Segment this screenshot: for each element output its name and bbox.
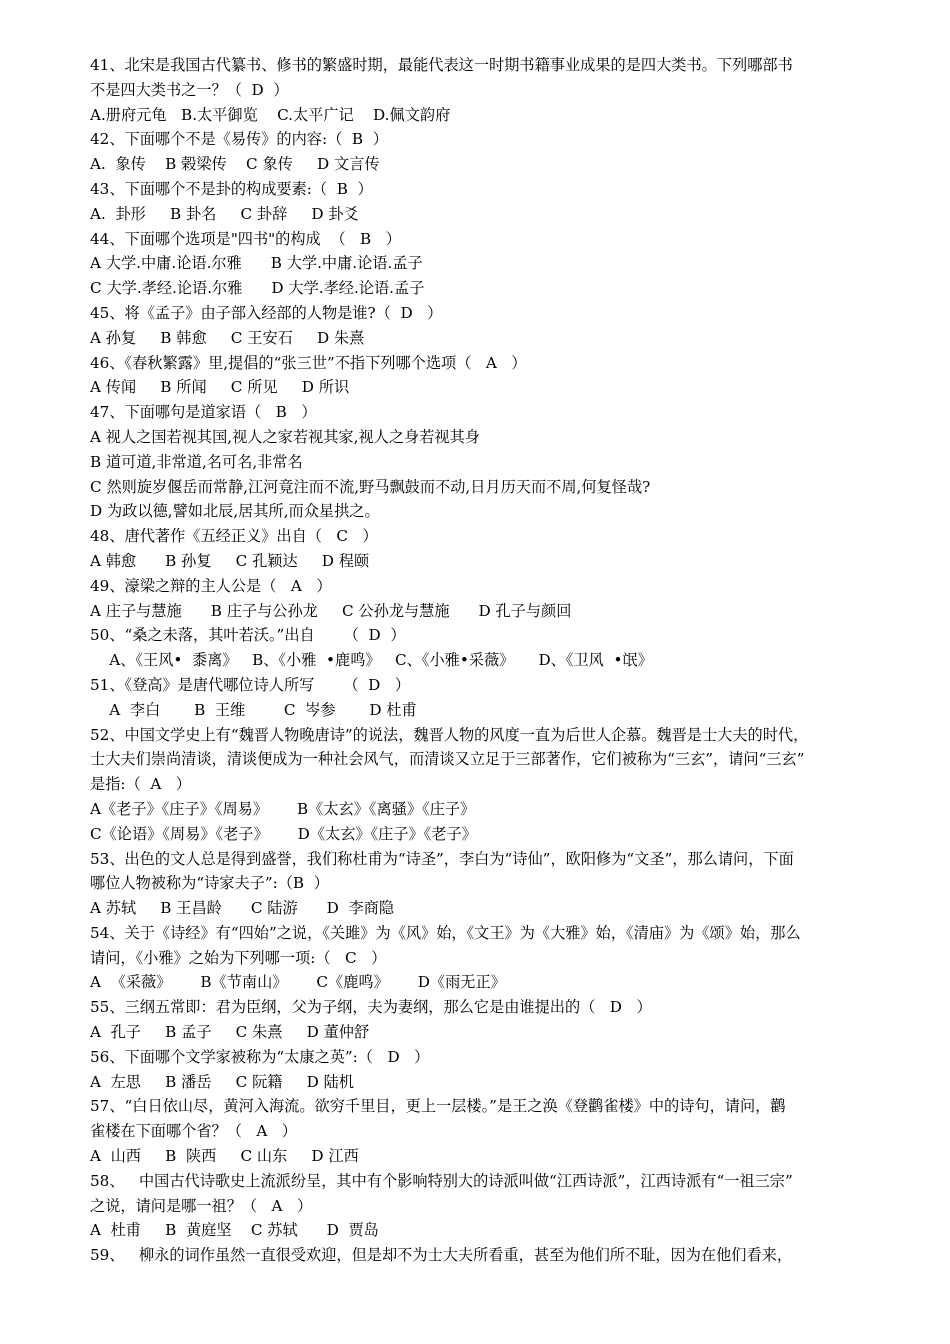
text-line: 59、 柳永的词作虽然一直很受欢迎，但是却不为士大夫所看重，甚至为他们所不耻，因为在他们看来，	[90, 1246, 793, 1265]
text-line: 48、唐代著作《五经正义》出自（ C ）	[90, 527, 378, 546]
text-line: 43、下面哪个不是卦的构成要素:（ B ）	[90, 179, 373, 198]
text-line: A 左思 B 潘岳 C 阮籍 D 陆机	[90, 1072, 354, 1091]
text-line: 55、三纲五常即：君为臣纲，父为子纲，夫为妻纲，那么它是由谁提出的（ D ）	[90, 998, 652, 1017]
text-line: A 庄子与慧施 B 庄子与公孙龙 C 公孙龙与慧施 D 孔子与颜回	[90, 601, 572, 620]
text-line: 雀楼在下面哪个省？（ A ）	[90, 1122, 297, 1141]
text-line: 不是四大类书之一？（ D ）	[90, 80, 289, 99]
text-line: C 大学.孝经.论语.尔雅 D 大学.孝经.论语.孟子	[90, 279, 425, 298]
text-line: A 《采薇》 B《节南山》 C《鹿鸣》 D《雨无正》	[90, 973, 506, 992]
text-line: 58、 中国古代诗歌史上流派纷呈，其中有个影响特别大的诗派叫做“江西诗派”，江西诗派有“一祖三宗”	[90, 1171, 793, 1190]
text-line: A.册府元龟 B.太平御览 C.太平广记 D.佩文韵府	[90, 105, 451, 124]
text-line: 49、濠梁之辩的主人公是（ A ）	[90, 576, 332, 595]
text-line: 52、中国文学史上有“魏晋人物晚唐诗”的说法，魏晋人物的风度一直为后世人企慕。魏晋是士大夫的时代，	[90, 725, 809, 744]
text-line: A. 卦形 B 卦名 C 卦辞 D 卦爻	[90, 204, 359, 223]
text-line: 46、《春秋繁露》里,提倡的“张三世”不指下列哪个选项（ A ）	[90, 353, 527, 372]
text-line: 50、“桑之未落，其叶若沃。”出自 （ D ）	[90, 626, 406, 645]
text-line: D 为政以德,譬如北辰,居其所,而众星拱之。	[90, 502, 380, 521]
text-line: 57、“白日依山尽，黄河入海流。欲穷千里目，更上一层楼。”是王之涣《登鹳雀楼》中的诗句，请问，鹳	[90, 1097, 786, 1116]
text-line: 42、下面哪个不是《易传》的内容:（ B ）	[90, 130, 388, 149]
text-line: C 然则旋岁偃岳而常静,江河竟注而不流,野马飘鼓而不动,日月历天而不周,何复怪哉?	[90, 477, 651, 496]
text-line: 之说，请问是哪一祖？（ A ）	[90, 1196, 313, 1215]
text-line: A 韩愈 B 孙复 C 孔颖达 D 程颐	[90, 551, 370, 570]
text-line: A 李白 B 王维 C 岑参 D 杜甫	[90, 700, 417, 719]
text-line: 47、下面哪句是道家语（ B ）	[90, 403, 317, 422]
text-line: A 苏轼 B 王昌龄 C 陆游 D 李商隐	[90, 899, 395, 918]
document-body	[90, 53, 868, 1268]
text-line: A 孙复 B 韩愈 C 王安石 D 朱熹	[90, 328, 365, 347]
text-line: 53、出色的文人总是得到盛誉，我们称杜甫为“诗圣”，李白为“诗仙”，欧阳修为“文圣”，那么请问，下面	[90, 849, 794, 868]
text-line: 是指:（ A ）	[90, 775, 191, 794]
text-line: A 孔子 B 孟子 C 朱熹 D 董仲舒	[90, 1023, 370, 1042]
text-line: 41、北宋是我国古代纂书、修书的繁盛时期，最能代表这一时期书籍事业成果的是四大类书。下列哪部书	[90, 56, 793, 74]
text-line: 44、下面哪个选项是"四书"的构成 （ B ）	[90, 229, 401, 248]
text-line: 51、《登高》是唐代哪位诗人所写 （ D ）	[90, 675, 411, 694]
text-line: 56、下面哪个文学家被称为“太康之英”:（ D ）	[90, 1047, 430, 1066]
text-line: 士大夫们崇尚清谈，清谈便成为一种社会风气，而清谈又立足于三部著作，它们被称为“三玄”，请问“三玄”	[90, 750, 805, 769]
text-line: A. 象传 B 榖梁传 C 象传 D 文言传	[90, 155, 380, 174]
text-line: A 大学.中庸.论语.尔雅 B 大学.中庸.论语.孟子	[90, 254, 423, 273]
text-line: 请问，《小雅》之始为下列哪一项:（ C ）	[90, 948, 387, 967]
text-line: A、《王风• 黍离》 B、《小雅 •鹿鸣》 C、《小雅•采薇》 D、《卫风 •氓》	[90, 651, 653, 670]
text-line: A 视人之国若视其国,视人之家若视其家,视人之身若视其身	[90, 427, 480, 446]
text-line: C《论语》《周易》《老子》 D《太玄》《庄子》《老子》	[90, 824, 477, 843]
text-line: 哪位人物被称为“诗家夫子”:（B ）	[90, 874, 329, 893]
text-line: A 传闻 B 所闻 C 所见 D 所识	[90, 378, 350, 397]
text-line: 45、将《孟子》由子部入经部的人物是谁?（ D ）	[90, 303, 443, 322]
text-line: A《老子》《庄子》《周易》 B《太玄》《离骚》《庄子》	[90, 799, 476, 818]
text-line: B 道可道,非常道,名可名,非常名	[90, 452, 303, 471]
text-line: A 山西 B 陕西 C 山东 D 江西	[90, 1147, 359, 1166]
text-line: 54、关于《诗经》有“四始”之说，《关雎》为《风》始，《文王》为《大雅》始，《清庙》为《颂》始，那么	[90, 923, 801, 942]
text-line: A 杜甫 B 黄庭坚 C 苏轼 D 贾岛	[90, 1221, 379, 1240]
